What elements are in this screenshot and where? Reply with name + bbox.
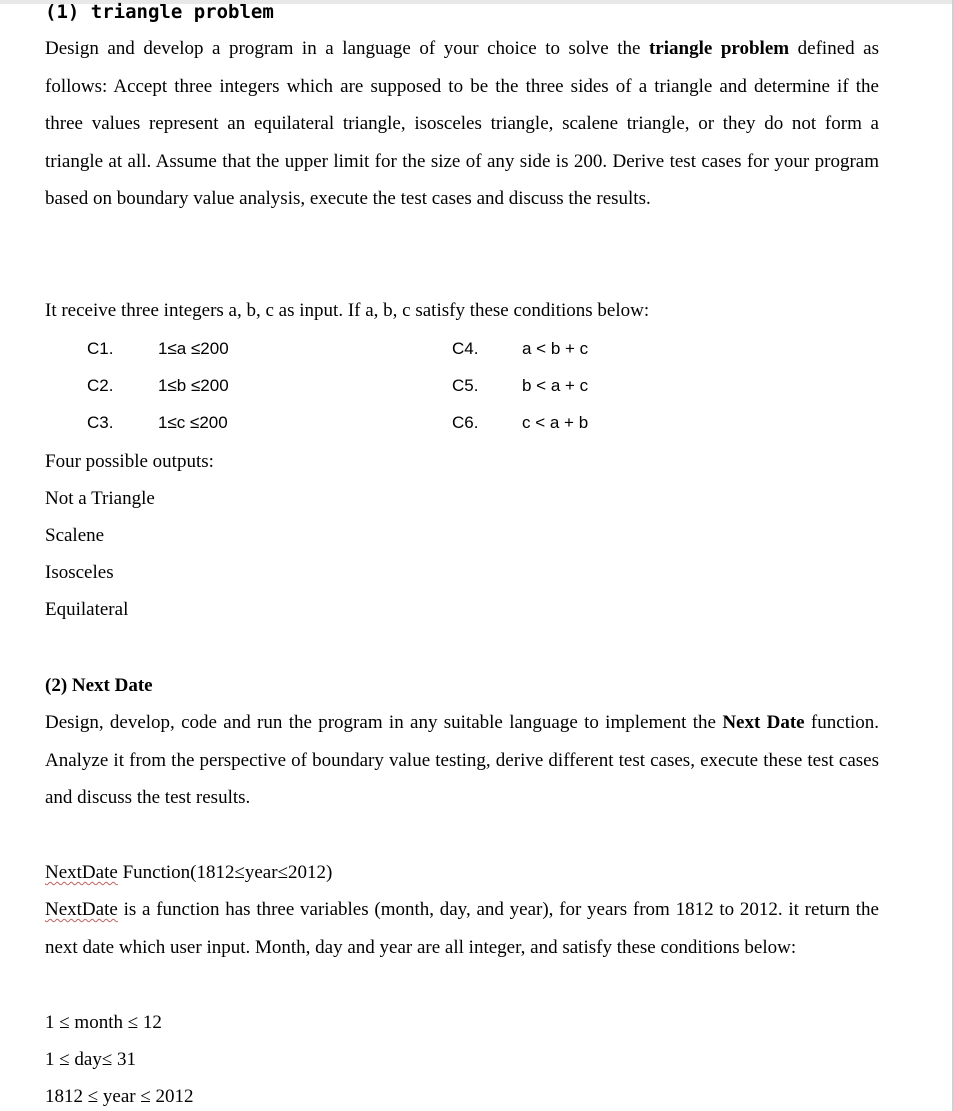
output-item: Not a Triangle bbox=[45, 488, 155, 509]
condition-expr-c5: b < a + c bbox=[522, 376, 589, 395]
condition-label-c4: C4. bbox=[452, 339, 479, 358]
condition-label-c3: C3. bbox=[87, 413, 114, 432]
condition-expr-c6: c < a + b bbox=[522, 413, 589, 432]
condition-expr-c3: 1≤c ≤200 bbox=[158, 413, 228, 432]
outputs-heading: Four possible outputs: bbox=[45, 451, 214, 472]
condition-label-c6: C6. bbox=[452, 413, 479, 432]
range-month: 1 ≤ month ≤ 12 bbox=[45, 1012, 162, 1033]
next-date-heading: (2) Next Date bbox=[45, 675, 153, 696]
nextdate-function-heading: NextDate Function(1812≤year≤2012) bbox=[45, 862, 333, 883]
triangle-heading: (1) triangle problem bbox=[45, 1, 274, 23]
input-conditions-intro: It receive three integers a, b, c as input. If a, b, c satisfy these conditions below: bbox=[45, 300, 650, 321]
output-item: Isosceles bbox=[45, 562, 114, 583]
condition-expr-c1: 1≤a ≤200 bbox=[158, 339, 229, 358]
output-item: Scalene bbox=[45, 525, 105, 546]
condition-expr-c2: 1≤b ≤200 bbox=[158, 376, 229, 395]
range-year: 1812 ≤ year ≤ 2012 bbox=[45, 1086, 194, 1107]
condition-label-c5: C5. bbox=[452, 376, 479, 395]
condition-label-c2: C2. bbox=[87, 376, 114, 395]
next-date-description: Design, develop, code and run the program in any suitable language to implement the Next Date function. Analyze it from the perspective of boundary value testing, derive different test cases, execute these test cases and discuss the test results. bbox=[45, 712, 879, 808]
next-date-bold: Next Date bbox=[722, 712, 805, 733]
range-day: 1 ≤ day≤ 31 bbox=[45, 1049, 137, 1070]
condition-expr-c4: a < b + c bbox=[522, 339, 589, 358]
triangle-problem-bold: triangle problem bbox=[648, 38, 790, 59]
output-item: Equilateral bbox=[45, 599, 129, 620]
nextdate-explanation: NextDate is a function has three variables (month, day, and year), for years from 1812 to 2012. it return the next date which user input. Month, day and year are all integer, and satisfy these conditions below: bbox=[45, 899, 879, 958]
condition-label-c1: C1. bbox=[87, 339, 114, 358]
triangle-description: Design and develop a program in a language of your choice to solve the triangle problem defined as follows: Accept three integers which are supposed to be the three sides of a triangle and determine if the three values represent an equilateral triangle, isosceles triangle, scalene triangle, or they do not form a triangle at all. Assume that the upper limit for the size of any side is 200. Derive test cases for your program based on boundary value analysis, execute the test cases and discuss the results. bbox=[45, 38, 879, 209]
nextdate-spell-flag: NextDate bbox=[45, 862, 118, 883]
nextdate-spell-flag: NextDate bbox=[45, 899, 118, 920]
